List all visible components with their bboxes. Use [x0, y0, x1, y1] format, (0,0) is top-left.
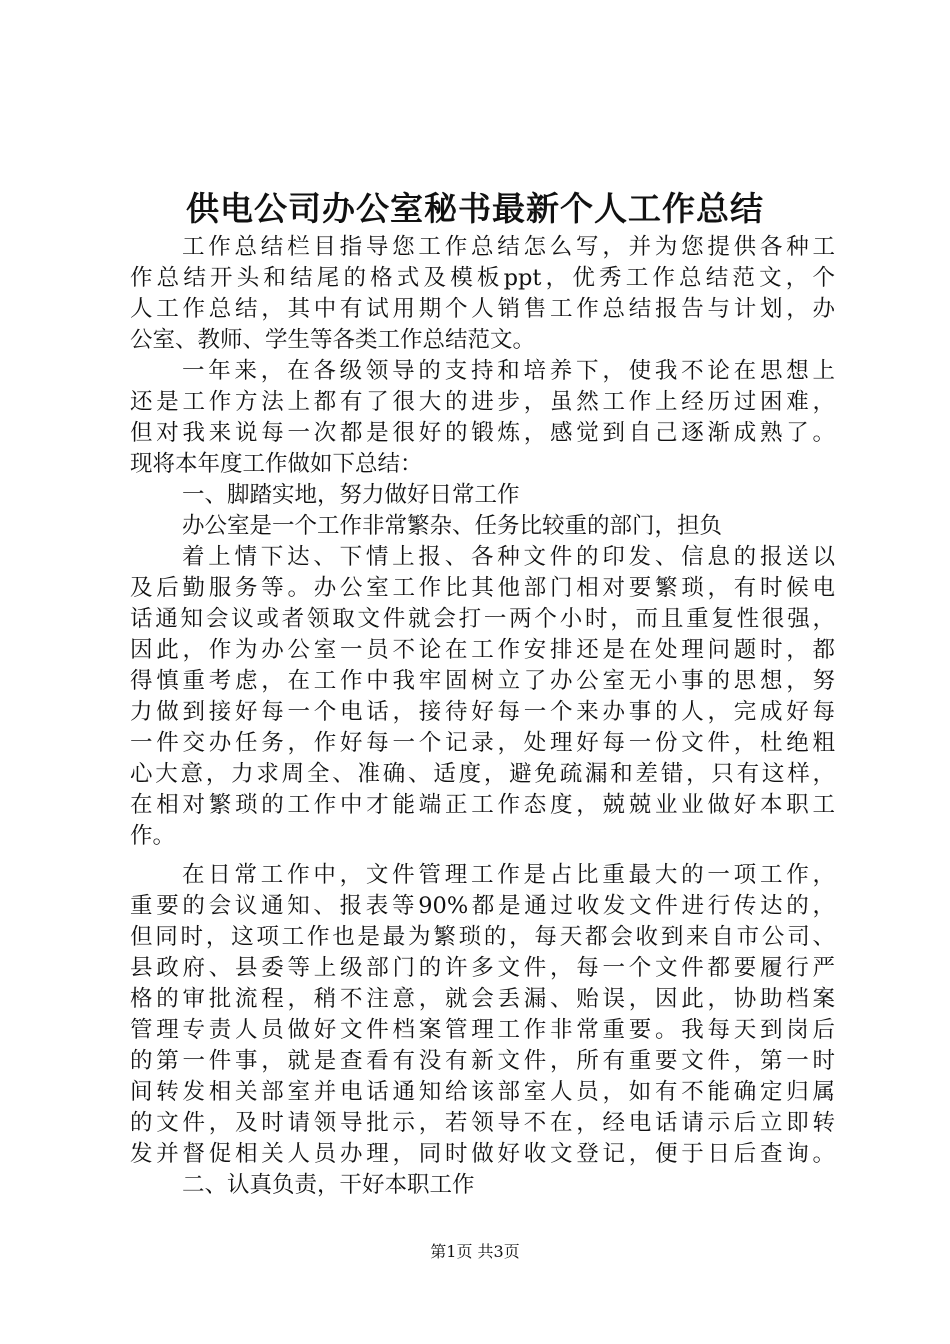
text-line: 及后勤服务等。办公室工作比其他部门相对要繁琐，有时候电: [130, 575, 835, 601]
text-line: 间转发相关部室并电话通知给该部室人员，如有不能确定归属: [130, 1079, 835, 1105]
text-line: 力做到接好每一个电话，接待好每一个来办事的人，完成好每: [130, 699, 835, 725]
text-line: 工作总结栏目指导您工作总结怎么写，并为您提供各种工: [182, 234, 835, 260]
text-line: 还是工作方法上都有了很大的进步，虽然工作上经历过困难，: [130, 389, 835, 415]
text-line: 话通知会议或者领取文件就会打一两个小时，而且重复性很强，: [130, 606, 835, 632]
text-line: 的文件，及时请领导批示，若领导不在，经电话请示后立即转: [130, 1110, 835, 1136]
text-line: 但对我来说每一次都是很好的锻炼，感觉到自己逐渐成熟了。: [130, 420, 835, 446]
text-line: 重要的会议通知、报表等90%都是通过收发文件进行传达的，: [130, 893, 835, 919]
text-line: 因此，作为办公室一员不论在工作安排还是在处理问题时，都: [130, 637, 835, 663]
text-line: 办公室是一个工作非常繁杂、任务比较重的部门，担负: [182, 513, 723, 539]
text-line: 心大意，力求周全、准确、适度，避免疏漏和差错，只有这样，: [130, 761, 835, 787]
text-line: 作。: [130, 823, 176, 849]
text-line: 二、认真负责，干好本职工作: [182, 1172, 475, 1198]
document-body: [130, 232, 835, 1201]
page-footer: 第1页 共3页: [430, 1242, 520, 1261]
text-line: 现将本年度工作做如下总结：: [130, 451, 423, 477]
text-line: 一、脚踏实地，努力做好日常工作: [182, 482, 520, 508]
text-line: 格的审批流程，稍不注意，就会丢漏、贻误，因此，协助档案: [130, 986, 835, 1012]
text-line: 县政府、县委等上级部门的许多文件，每一个文件都要履行严: [130, 955, 835, 981]
text-line: 发并督促相关人员办理，同时做好收文登记，便于日后查询。: [130, 1141, 835, 1167]
text-line: 管理专责人员做好文件档案管理工作非常重要。我每天到岗后: [130, 1017, 835, 1043]
text-line: 在日常工作中，文件管理工作是占比重最大的一项工作，: [182, 862, 835, 888]
text-line: 一件交办任务，作好每一个记录，处理好每一份文件，杜绝粗: [130, 730, 835, 756]
text-line: 一年来，在各级领导的支持和培养下，使我不论在思想上: [182, 358, 835, 384]
text-line: 公室、教师、学生等各类工作总结范文。: [130, 327, 536, 353]
document-title: 供电公司办公室秘书最新个人工作总结: [186, 189, 764, 228]
text-line: 人工作总结，其中有试用期个人销售工作总结报告与计划，办: [130, 296, 835, 322]
text-line: 但同时，这项工作也是最为繁琐的，每天都会收到来自市公司、: [130, 924, 835, 950]
text-line: 的第一件事，就是查看有没有新文件，所有重要文件，第一时: [130, 1048, 835, 1074]
text-line: 得慎重考虑，在工作中我牢固树立了办公室无小事的思想，努: [130, 668, 835, 694]
text-line: 着上情下达、下情上报、各种文件的印发、信息的报送以: [182, 544, 835, 570]
text-line: 在相对繁琐的工作中才能端正工作态度，兢兢业业做好本职工: [130, 792, 835, 818]
text-line: 作总结开头和结尾的格式及模板ppt，优秀工作总结范文，个: [130, 265, 835, 291]
paragraph-gap: [130, 852, 835, 860]
